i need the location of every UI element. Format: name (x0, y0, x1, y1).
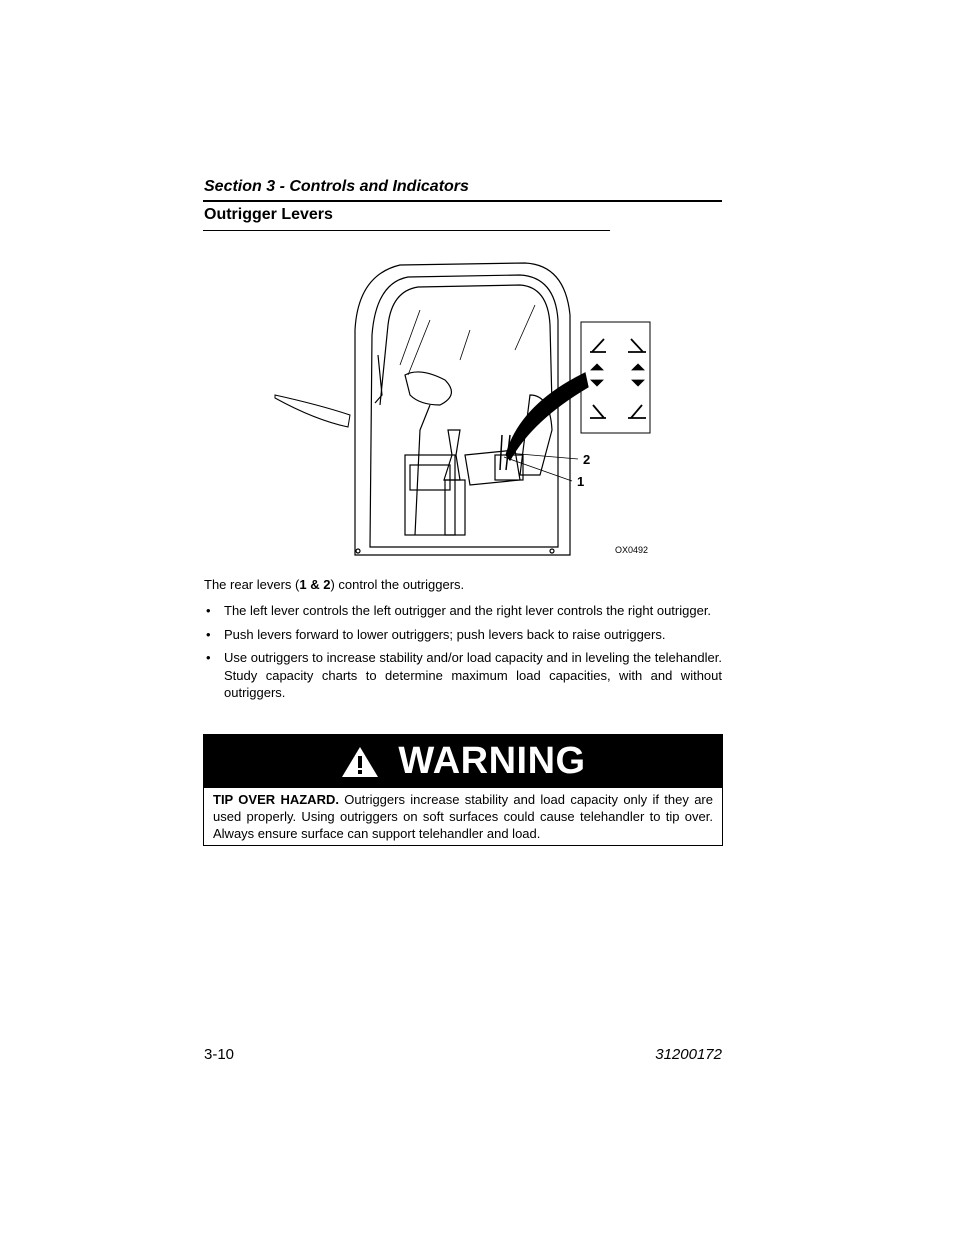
list-item-text: The left lever controls the left outrigger and the right lever controls the right outrigger. (224, 603, 712, 618)
warning-box (203, 734, 723, 846)
section-title: Section 3 - Controls and Indicators (204, 178, 469, 195)
subsection-title: Outrigger Levers (204, 206, 333, 223)
subsection-divider (203, 230, 610, 231)
list-item (204, 626, 722, 644)
floor-bolt-right (550, 549, 554, 553)
cab-interior-figure (270, 255, 670, 565)
outrigger-decal (581, 322, 650, 433)
bullet-dot: • (206, 603, 211, 618)
warning-header (204, 735, 722, 788)
dashboard-panel (410, 465, 450, 490)
windshield (380, 285, 552, 405)
dashboard (405, 455, 455, 535)
door-post (375, 355, 382, 403)
intro-callout-ref: 1 & 2 (299, 577, 331, 592)
section-divider (203, 200, 722, 202)
callout-leader-1 (504, 457, 572, 481)
floor-bolt-left (356, 549, 360, 553)
instruction-list (204, 602, 722, 708)
outrigger-lever-1 (500, 435, 502, 470)
warning-message (204, 788, 722, 842)
bullet-dot: • (206, 650, 211, 665)
intro-text-start: The rear levers ( (204, 577, 300, 592)
intro-text-end: ) control the outriggers. (330, 577, 465, 592)
page-number: 3-10 (204, 1046, 235, 1063)
steering-column (415, 405, 430, 535)
decal-icons (590, 339, 646, 418)
document-number: 31200172 (655, 1046, 722, 1063)
callout-2: 2 (583, 452, 591, 467)
warning-body: Outriggers increase stability and load capacity only if they are used properly. Using outriggers on soft surfaces could cause telehandler to tip over. Always ensure surface can support telehandler and load. (213, 792, 713, 841)
warning-triangle-icon (340, 745, 380, 779)
windshield-glare (400, 305, 535, 375)
list-item-text: Push levers forward to lower outriggers; push levers back to raise outriggers. (224, 626, 666, 642)
figure-code: OX0492 (615, 545, 649, 555)
callout-leader-2 (508, 453, 578, 459)
warning-lead: TIP OVER HAZARD. (213, 792, 339, 807)
outrigger-arm (275, 395, 350, 427)
warning-title: WARNING (398, 740, 586, 782)
list-item (204, 649, 722, 702)
steering-wheel (405, 372, 451, 405)
callout-1: 1 (577, 474, 585, 489)
list-item-text: Use outriggers to increase stability and/or load capacity and in leveling the telehandler. Study capacity charts to determine maximum load capacities, with and without outriggers. (224, 650, 722, 700)
bullet-dot: • (206, 626, 211, 642)
list-item (204, 602, 722, 620)
intro-paragraph (204, 576, 722, 593)
